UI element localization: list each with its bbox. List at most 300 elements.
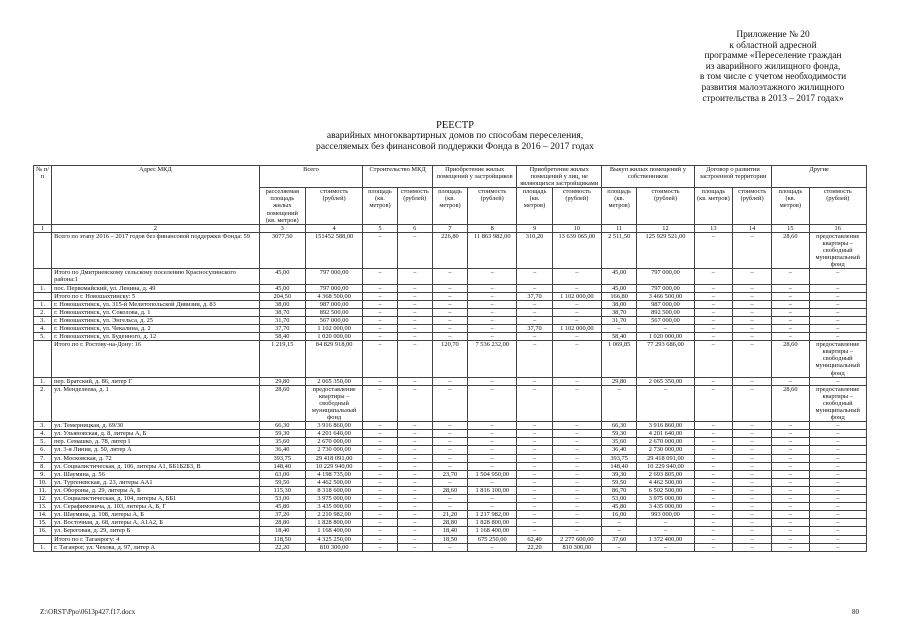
row-cell: – bbox=[397, 341, 432, 377]
row-cell: – bbox=[517, 527, 552, 535]
row-cell: – bbox=[772, 430, 809, 438]
row-number: 5. bbox=[34, 333, 52, 341]
row-cell: – bbox=[517, 341, 552, 377]
appendix-note bbox=[648, 30, 898, 104]
row-cell: – bbox=[432, 543, 467, 551]
row-cell: 1 372 400,00 bbox=[637, 535, 694, 543]
row-cell: 892 500,00 bbox=[637, 308, 694, 316]
row-cell: – bbox=[517, 470, 552, 478]
subheader-cost: стоимость (рублей) bbox=[397, 188, 432, 224]
row-cell: – bbox=[809, 470, 867, 478]
row-cell: – bbox=[602, 543, 637, 551]
appendix-line: в том числе с учетом необходимости bbox=[699, 72, 847, 83]
row-cell: – bbox=[772, 470, 809, 478]
row-cell: – bbox=[694, 486, 732, 494]
row-cell: – bbox=[552, 519, 601, 527]
header-buyout: Выкуп жилых помещений у собственников bbox=[602, 166, 695, 188]
subheader-area: площадь (кв. метров) bbox=[517, 188, 552, 224]
row-cell: 3 975 000,00 bbox=[305, 495, 362, 503]
row-cell: 38,00 bbox=[602, 300, 637, 308]
row-cell: – bbox=[363, 446, 397, 454]
row-cell: – bbox=[694, 527, 732, 535]
table-row bbox=[34, 543, 867, 551]
row-cell: 36,40 bbox=[602, 446, 637, 454]
row-cell: – bbox=[468, 454, 517, 462]
row-cell: – bbox=[732, 430, 771, 438]
row-cell: – bbox=[468, 316, 517, 324]
row-cell: – bbox=[772, 462, 809, 470]
row-cell: – bbox=[602, 385, 637, 421]
row-cell: – bbox=[397, 333, 432, 341]
row-cell: 29 418 091,00 bbox=[305, 454, 362, 462]
row-cell: 1 828 800,00 bbox=[468, 519, 517, 527]
row-cell: – bbox=[772, 438, 809, 446]
row-cell: 58,40 bbox=[602, 333, 637, 341]
row-number: 9. bbox=[34, 470, 52, 478]
row-cell: – bbox=[637, 543, 694, 551]
row-cell: 45,80 bbox=[259, 503, 305, 511]
row-address: ул. Ульяновская, д. 8, литеры А, Б bbox=[52, 430, 259, 438]
table-row bbox=[34, 232, 867, 268]
row-cell: – bbox=[432, 377, 467, 385]
row-cell: 3077,50 bbox=[259, 232, 305, 268]
table-row bbox=[34, 486, 867, 494]
row-cell: – bbox=[468, 430, 517, 438]
row-cell: – bbox=[363, 269, 397, 284]
row-cell: 29,80 bbox=[259, 377, 305, 385]
row-cell: 31,70 bbox=[602, 316, 637, 324]
row-cell: 2 210 982,00 bbox=[305, 511, 362, 519]
row-cell: – bbox=[694, 232, 732, 268]
row-cell: – bbox=[552, 284, 601, 292]
row-cell: – bbox=[397, 308, 432, 316]
row-cell: – bbox=[432, 333, 467, 341]
row-cell: 1 069,85 bbox=[602, 341, 637, 377]
row-cell: – bbox=[468, 503, 517, 511]
row-cell: 53,00 bbox=[602, 495, 637, 503]
row-cell: – bbox=[552, 341, 601, 377]
row-address: г. Новошахтинск, ул. Чекалина, д. 2 bbox=[52, 324, 259, 332]
row-cell: – bbox=[397, 519, 432, 527]
row-cell: – bbox=[772, 422, 809, 430]
row-cell: 1 217 982,00 bbox=[468, 511, 517, 519]
row-cell: – bbox=[809, 446, 867, 454]
row-number bbox=[34, 341, 52, 377]
row-cell: 4 325 250,00 bbox=[305, 535, 362, 543]
row-address: пер. Семашко, д. 78, литер I bbox=[52, 438, 259, 446]
row-cell: 797 000,00 bbox=[637, 269, 694, 284]
row-cell: – bbox=[363, 385, 397, 421]
row-address: г. Новошахтинск, ул. Энгельса, д. 25 bbox=[52, 316, 259, 324]
row-cell: – bbox=[732, 377, 771, 385]
row-cell: – bbox=[517, 478, 552, 486]
row-cell: – bbox=[732, 535, 771, 543]
row-cell: предоставление квартиры – свободный муниципальный фонд bbox=[809, 341, 867, 377]
row-cell: – bbox=[772, 292, 809, 300]
row-cell: – bbox=[397, 535, 432, 543]
table-row bbox=[34, 292, 867, 300]
row-cell: 37,20 bbox=[259, 511, 305, 519]
row-cell: – bbox=[468, 438, 517, 446]
row-number: 4. bbox=[34, 430, 52, 438]
row-cell: – bbox=[517, 377, 552, 385]
row-cell: – bbox=[732, 454, 771, 462]
row-cell: – bbox=[517, 422, 552, 430]
row-cell: 36,40 bbox=[259, 446, 305, 454]
row-cell: – bbox=[809, 438, 867, 446]
header-acq-dev: Приобретение жилых помещений у застройщиков bbox=[432, 166, 517, 188]
row-cell: – bbox=[772, 300, 809, 308]
row-number: 1. bbox=[34, 543, 52, 551]
row-cell: – bbox=[397, 324, 432, 332]
row-cell: – bbox=[397, 292, 432, 300]
row-address: пер. Братский, д. 86, литер Г bbox=[52, 377, 259, 385]
row-cell: 59,30 bbox=[259, 430, 305, 438]
row-cell: – bbox=[363, 462, 397, 470]
row-cell: 28,60 bbox=[772, 232, 809, 268]
title-line: аварийных многоквартирных домов по способам переселения, bbox=[326, 130, 584, 142]
table-row bbox=[34, 446, 867, 454]
row-cell: – bbox=[517, 269, 552, 284]
appendix-line: Приложение № 20 bbox=[736, 30, 810, 40]
row-cell: – bbox=[772, 446, 809, 454]
row-number: 3. bbox=[34, 422, 52, 430]
table-row bbox=[34, 511, 867, 519]
row-cell: 1 168 400,00 bbox=[305, 527, 362, 535]
row-cell: – bbox=[694, 333, 732, 341]
row-cell: 120,70 bbox=[432, 341, 467, 377]
row-cell: предоставление квартиры – свободный муниципальный фонд bbox=[809, 385, 867, 421]
row-cell: 35,60 bbox=[259, 438, 305, 446]
row-address: ул. 3-я Линия, д. 50, литер А bbox=[52, 446, 259, 454]
row-cell: 810 300,00 bbox=[552, 543, 601, 551]
row-cell: 2 670 000,00 bbox=[637, 438, 694, 446]
row-cell: – bbox=[732, 324, 771, 332]
row-cell: – bbox=[602, 324, 637, 332]
row-cell: – bbox=[432, 478, 467, 486]
table-row bbox=[34, 462, 867, 470]
row-cell: 18,40 bbox=[259, 527, 305, 535]
row-cell: – bbox=[552, 430, 601, 438]
appendix-line: строительства в 2013 – 2017 годах» bbox=[702, 93, 844, 104]
table-row bbox=[34, 333, 867, 341]
row-cell: 45,00 bbox=[602, 284, 637, 292]
subheader-cost: стоимость (рублей) bbox=[637, 188, 694, 224]
row-cell: 28,60 bbox=[432, 486, 467, 494]
row-cell: – bbox=[432, 324, 467, 332]
row-cell: – bbox=[552, 486, 601, 494]
row-number: 13. bbox=[34, 503, 52, 511]
row-cell: 4 198 735,00 bbox=[305, 470, 362, 478]
table-row bbox=[34, 300, 867, 308]
row-cell: – bbox=[468, 333, 517, 341]
row-number bbox=[34, 232, 52, 268]
row-cell: – bbox=[363, 503, 397, 511]
row-cell: – bbox=[809, 284, 867, 292]
row-cell: – bbox=[468, 478, 517, 486]
row-cell: 1 102 000,00 bbox=[552, 324, 601, 332]
row-cell: 4 201 640,00 bbox=[305, 430, 362, 438]
row-cell: – bbox=[694, 495, 732, 503]
column-number: 6 bbox=[397, 224, 432, 232]
row-cell: – bbox=[694, 478, 732, 486]
row-cell: – bbox=[363, 430, 397, 438]
row-cell: – bbox=[772, 511, 809, 519]
row-cell: 797 000,00 bbox=[637, 284, 694, 292]
row-cell: – bbox=[732, 284, 771, 292]
row-cell: 31,70 bbox=[259, 316, 305, 324]
row-cell: – bbox=[517, 284, 552, 292]
subheader-area: площадь (кв. метров) bbox=[432, 188, 467, 224]
row-address: Итого по Дмитриевскому сельскому поселению Красносулинского района:1 bbox=[52, 269, 259, 284]
row-cell: – bbox=[432, 385, 467, 421]
row-cell: 18,40 bbox=[432, 527, 467, 535]
row-cell: 125 929 521,00 bbox=[637, 232, 694, 268]
row-cell: 993 000,00 bbox=[637, 511, 694, 519]
row-cell: 3 975 000,00 bbox=[637, 495, 694, 503]
row-cell: – bbox=[694, 511, 732, 519]
row-cell: – bbox=[694, 430, 732, 438]
row-cell: – bbox=[517, 486, 552, 494]
row-address: ул. Социалистическая, д. 104, литеры А, ББ1 bbox=[52, 495, 259, 503]
row-cell: 2 277 600,00 bbox=[552, 535, 601, 543]
row-cell: 204,50 bbox=[259, 292, 305, 300]
row-cell: – bbox=[363, 333, 397, 341]
row-cell: – bbox=[552, 527, 601, 535]
row-cell: – bbox=[397, 462, 432, 470]
column-number: 4 bbox=[305, 224, 362, 232]
row-cell: 3 916 860,00 bbox=[637, 422, 694, 430]
row-cell: – bbox=[732, 462, 771, 470]
row-cell: – bbox=[397, 495, 432, 503]
row-cell: – bbox=[517, 511, 552, 519]
row-cell: 13 639 065,00 bbox=[552, 232, 601, 268]
row-cell: – bbox=[637, 519, 694, 527]
row-cell: – bbox=[363, 438, 397, 446]
row-cell: 28,80 bbox=[259, 519, 305, 527]
row-cell: – bbox=[694, 446, 732, 454]
row-cell: – bbox=[432, 269, 467, 284]
subheader-area: площадь (кв. метров) bbox=[363, 188, 397, 224]
row-cell: 810 300,00 bbox=[305, 543, 362, 551]
row-cell: – bbox=[732, 511, 771, 519]
row-cell: 29 418 091,00 bbox=[637, 454, 694, 462]
row-number bbox=[34, 535, 52, 543]
row-cell: 2 670 000,00 bbox=[305, 438, 362, 446]
row-cell: – bbox=[363, 341, 397, 377]
row-cell: 37,60 bbox=[602, 535, 637, 543]
row-cell: 987 000,00 bbox=[305, 300, 362, 308]
subheader-area-total: расселяемая площадь жилых помещений (кв. метров) bbox=[259, 188, 305, 224]
row-cell: – bbox=[432, 503, 467, 511]
row-cell: – bbox=[432, 446, 467, 454]
row-cell: – bbox=[432, 438, 467, 446]
row-cell: 28,60 bbox=[259, 385, 305, 421]
row-cell: 22,20 bbox=[517, 543, 552, 551]
row-number: 3. bbox=[34, 316, 52, 324]
row-cell: 59,50 bbox=[259, 478, 305, 486]
row-cell: – bbox=[363, 316, 397, 324]
row-cell: 28,60 bbox=[772, 385, 809, 421]
row-cell: – bbox=[363, 470, 397, 478]
row-cell: – bbox=[517, 503, 552, 511]
subheader-cost: стоимость (рублей) bbox=[552, 188, 601, 224]
row-cell: – bbox=[397, 284, 432, 292]
row-cell: 59,30 bbox=[602, 430, 637, 438]
column-number-row bbox=[34, 224, 867, 232]
table-row bbox=[34, 430, 867, 438]
row-cell: – bbox=[432, 300, 467, 308]
row-cell: – bbox=[809, 300, 867, 308]
page-number: 80 bbox=[852, 608, 859, 616]
title-line: РЕЕСТР bbox=[436, 120, 474, 131]
row-cell: – bbox=[732, 478, 771, 486]
row-cell: – bbox=[468, 308, 517, 316]
column-number: 7 bbox=[432, 224, 467, 232]
column-number: 10 bbox=[552, 224, 601, 232]
row-cell: 3 435 000,00 bbox=[637, 503, 694, 511]
row-cell: 4 201 640,00 bbox=[637, 430, 694, 438]
table-row bbox=[34, 527, 867, 535]
row-cell: 1 219,15 bbox=[259, 341, 305, 377]
row-cell: – bbox=[602, 519, 637, 527]
header-other: Другие bbox=[772, 166, 867, 188]
row-cell: – bbox=[809, 422, 867, 430]
row-cell: 28,60 bbox=[772, 341, 809, 377]
row-cell: 23,70 bbox=[432, 470, 467, 478]
row-cell: – bbox=[694, 543, 732, 551]
row-number bbox=[34, 292, 52, 300]
row-number: 10. bbox=[34, 478, 52, 486]
registry-body bbox=[34, 232, 867, 551]
row-cell: – bbox=[552, 462, 601, 470]
row-cell: предоставление квартиры – свободный муниципальный фонд bbox=[305, 385, 362, 421]
row-cell: – bbox=[397, 478, 432, 486]
row-cell: – bbox=[732, 438, 771, 446]
row-number: 5. bbox=[34, 438, 52, 446]
row-cell: 62,40 bbox=[517, 535, 552, 543]
row-number: 4. bbox=[34, 324, 52, 332]
row-cell: 2 693 805,00 bbox=[637, 470, 694, 478]
row-address: ул. Береговая, д. 29, литер Б bbox=[52, 527, 259, 535]
row-cell: – bbox=[809, 324, 867, 332]
row-address: ул. Социалистическая, д. 106, литеры А1, ББ1Б2Б3, В bbox=[52, 462, 259, 470]
row-cell: 1 020 000,00 bbox=[637, 333, 694, 341]
row-cell: 1 102 000,00 bbox=[305, 324, 362, 332]
row-cell: – bbox=[432, 292, 467, 300]
row-cell: – bbox=[432, 430, 467, 438]
row-cell: – bbox=[694, 462, 732, 470]
row-cell: – bbox=[772, 454, 809, 462]
row-cell: – bbox=[397, 422, 432, 430]
row-cell: – bbox=[772, 269, 809, 284]
row-cell: 987 000,00 bbox=[637, 300, 694, 308]
row-cell: – bbox=[397, 269, 432, 284]
row-cell: – bbox=[363, 292, 397, 300]
appendix-line: из аварийного жилищного фонда, bbox=[705, 61, 841, 72]
header-dev-agreement: Договор о развитии застроенной территории bbox=[694, 166, 772, 188]
row-cell: – bbox=[468, 543, 517, 551]
row-cell: – bbox=[468, 446, 517, 454]
column-number: 14 bbox=[732, 224, 771, 232]
row-cell: 77 293 686,00 bbox=[637, 341, 694, 377]
row-number: 6. bbox=[34, 446, 52, 454]
row-cell: – bbox=[694, 377, 732, 385]
row-cell: – bbox=[432, 454, 467, 462]
row-cell: – bbox=[552, 446, 601, 454]
row-cell: – bbox=[363, 527, 397, 535]
row-number: 16. bbox=[34, 527, 52, 535]
header-num: № п/п bbox=[34, 166, 52, 225]
row-cell: 148,40 bbox=[259, 462, 305, 470]
row-cell: – bbox=[772, 543, 809, 551]
table-row bbox=[34, 308, 867, 316]
row-cell: 59,50 bbox=[602, 478, 637, 486]
row-cell: 2 730 000,00 bbox=[637, 446, 694, 454]
row-cell: – bbox=[468, 324, 517, 332]
row-address: г. Новошахтинск, ул. 315-й Мелитопольской Дивизии, д. 83 bbox=[52, 300, 259, 308]
row-cell: – bbox=[517, 308, 552, 316]
column-number: 12 bbox=[637, 224, 694, 232]
row-cell: – bbox=[732, 333, 771, 341]
row-cell: – bbox=[552, 316, 601, 324]
row-cell: – bbox=[397, 470, 432, 478]
appendix-line: к областной адресной bbox=[729, 40, 817, 51]
row-cell: – bbox=[602, 527, 637, 535]
row-cell: – bbox=[468, 422, 517, 430]
row-address: г. Новошахтинск, ул. Соколова, д. 1 bbox=[52, 308, 259, 316]
row-cell: – bbox=[732, 300, 771, 308]
row-cell: 151452 588,00 bbox=[305, 232, 362, 268]
subheader-area: площадь (кв. метров) bbox=[602, 188, 637, 224]
row-cell: 16,00 bbox=[602, 511, 637, 519]
row-cell: – bbox=[732, 232, 771, 268]
row-cell: – bbox=[363, 232, 397, 268]
row-cell: – bbox=[732, 341, 771, 377]
row-cell: – bbox=[517, 333, 552, 341]
row-address: г. Новошахтинск, ул. Буденного, д. 12 bbox=[52, 333, 259, 341]
row-cell: 1 816 100,00 bbox=[468, 486, 517, 494]
row-cell: – bbox=[363, 284, 397, 292]
row-cell: – bbox=[397, 438, 432, 446]
row-cell: 45,80 bbox=[602, 503, 637, 511]
row-cell: – bbox=[363, 300, 397, 308]
row-cell: – bbox=[809, 462, 867, 470]
header-acq-other: Приобретение жилых помещений у лиц, не являющихся застройщиками bbox=[517, 166, 602, 188]
column-number: 1 bbox=[34, 224, 52, 232]
row-cell: – bbox=[397, 543, 432, 551]
table-row bbox=[34, 535, 867, 543]
row-cell: – bbox=[809, 486, 867, 494]
row-cell: 1 504 950,00 bbox=[468, 470, 517, 478]
table-row bbox=[34, 324, 867, 332]
row-cell: – bbox=[397, 454, 432, 462]
row-cell: – bbox=[552, 478, 601, 486]
row-number: 14. bbox=[34, 511, 52, 519]
row-number: 1. bbox=[34, 377, 52, 385]
row-cell: – bbox=[809, 519, 867, 527]
row-cell: – bbox=[363, 377, 397, 385]
row-cell: – bbox=[363, 543, 397, 551]
row-cell: 29,80 bbox=[602, 377, 637, 385]
row-number: 2. bbox=[34, 385, 52, 421]
row-cell: 8 318 600,00 bbox=[305, 486, 362, 494]
row-cell: 45,00 bbox=[259, 269, 305, 284]
row-cell: 1 828 800,00 bbox=[305, 519, 362, 527]
row-cell: – bbox=[772, 478, 809, 486]
row-cell: – bbox=[694, 438, 732, 446]
row-cell: – bbox=[468, 385, 517, 421]
